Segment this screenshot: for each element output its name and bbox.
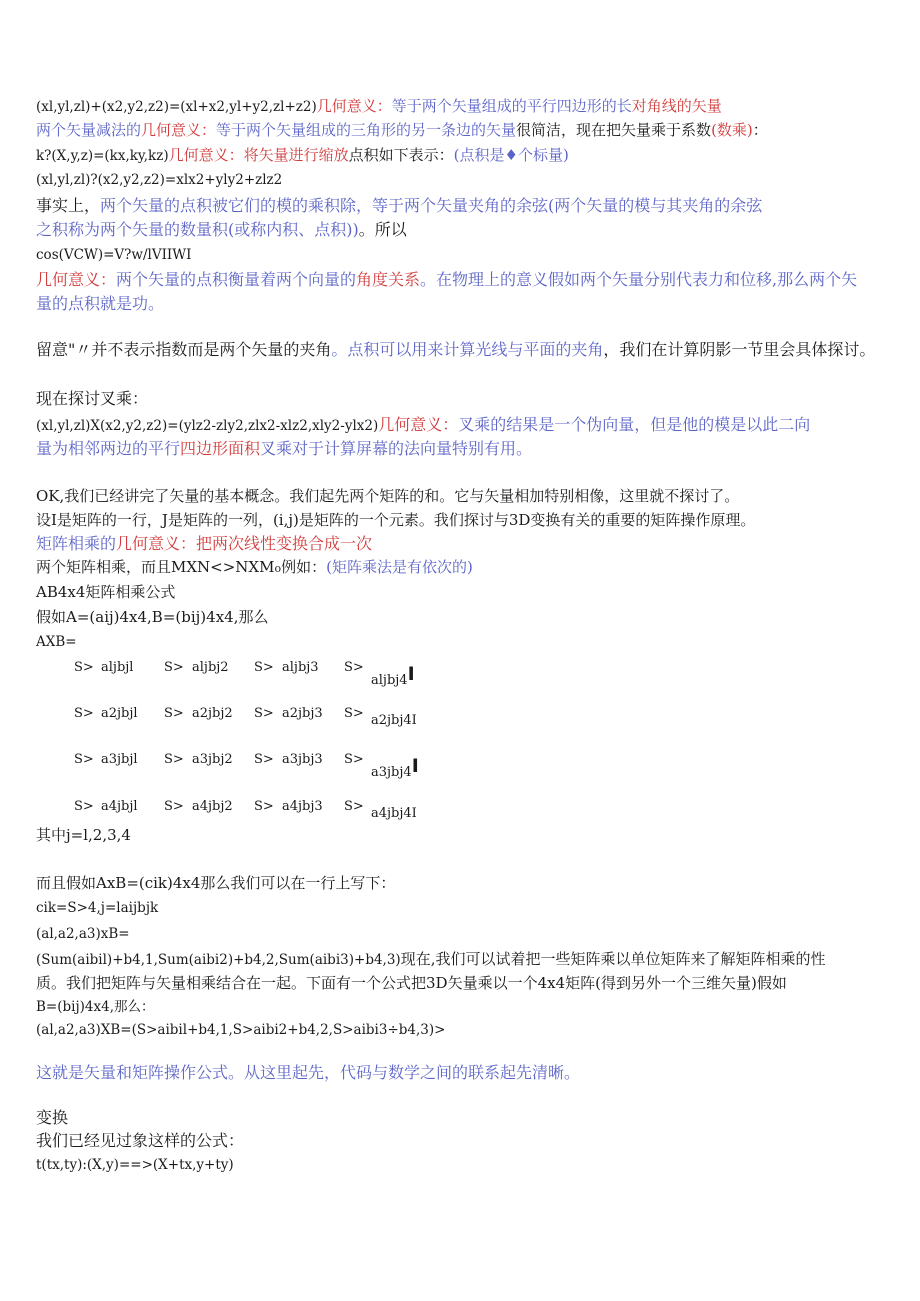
matrix-cell: aljbjl [101,660,134,675]
matrix-cell: a2jbj3 [282,706,323,721]
matrix-intro: OK,我们已经讲完了矢量的基本概念。我们起先两个矩阵的和。它与矢量相加特别相像，这里就不探讨了。 [36,487,740,505]
cik-formula: cik=S>4,j=laijbjk [36,900,159,916]
angle-note: 留意"〃并不表示指数而是两个矢量的夹角。点积可以用来计算光线与平面的夹角，我们在计算阴影一节里会具体探讨。 [36,340,876,359]
matrix-sym: S> [254,706,274,721]
dot-geom-line-1: 几何意义：两个矢量的点积衡量着两个向量的角度关系。在物理上的意义假如两个矢量分别代表力和位移,那么两个矢 [36,270,858,289]
translation-formula: t(tx,ty):(X,y)==>(X+tx,y+ty) [36,1157,234,1173]
dot-product-formula: (xl,yl,zl)?(x2,y2,z2)=xlx2+yly2+zlz2 [36,172,283,188]
matrix-sym: S> [344,752,364,767]
matrix-cell: a3jbjl [101,752,138,767]
matrix-sym: S> [254,752,274,767]
matrix-bracket: I [407,663,415,685]
matrix-element-desc: 设I是矩阵的一行，J是矩阵的一列，(i,j)是矩阵的一个元素。我们探讨与3D变换有关的重要的矩阵操作原理。 [36,511,756,529]
matrix-mult-geom: 矩阵相乘的几何意义：把两次线性变换合成一次 [36,534,373,553]
matrix-cell: a4jbj3 [282,799,323,814]
vector-times-b: (al,a2,a3)xB= [36,926,130,942]
cos-formula: cos(VCW)=V?w/lVIIWI [36,247,192,263]
matrix-sym: S> [164,799,184,814]
sum-formula-line: (Sum(aibil)+b4,1,Sum(aibi2)+b4,2,Sum(aibi3)+b4,3)现在,我们可以试着把一些矩阵乘以单位矩阵来了解矩阵相乘的性 [36,950,826,968]
matrix-cell: aljbj3 [282,660,319,675]
axb-label: AXB= [36,634,77,650]
cross-product-desc: 量为相邻两边的平行四边形面积叉乘对于计算屏幕的法向量特别有用。 [36,439,533,458]
vector-matrix-formula: (al,a2,a3)XB=(S>aibil+b4,1,S>aibi2+b4,2,S>aibi3÷b4,3)> [36,1022,446,1038]
summary-line: 这就是矢量和矩阵操作公式。从这里起先，代码与数学之间的联系起先清晰。 [36,1063,581,1082]
matrix-sym: S> [74,799,94,814]
matrix-formula-title: AB4x4矩阵相乘公式 [36,583,176,601]
dot-geom-line-2: 量的点积就是功。 [36,294,165,313]
matrix-sym: S> [164,752,184,767]
matrix-cell: a3jbj2 [192,752,233,767]
matrix-cell: a4jbj2 [192,799,233,814]
vector-add-line: (xl,yl,zl)+(x2,y2,z2)=(xl+x2,yl+y2,zl+z2)几何意义：等于两个矢量组成的平行四边形的长对角线的矢量 [36,97,722,115]
matrix-sym: S> [344,706,364,721]
matrix-cell: a4jbj4I [371,806,417,821]
transform-heading: 变换 [36,1108,69,1127]
matrix-cell: aljbj4 [371,673,408,688]
matrix-sym: S> [254,660,274,675]
matrix-sym: S> [344,660,364,675]
matrix-cell: aljbj2 [192,660,229,675]
vector-sub-line: 两个矢量减法的几何意义：等于两个矢量组成的三角形的另一条边的矢量很简洁，现在把矢量乘于系数(数乘)： [36,121,768,139]
dot-product-desc-2: 之积称为两个矢量的数量积(或称内积、点积))。所以 [36,220,407,239]
matrix-mult-order: 两个矩阵相乘，而且MXN<>NXMo例如：(矩阵乘法是有依次的) [36,558,473,576]
matrix-sym: S> [74,752,94,767]
matrix-sym: S> [254,799,274,814]
matrix-cell: a2jbj4I [371,713,417,728]
transform-intro: 我们已经见过象这样的公式： [36,1131,245,1150]
matrix-def: 假如A=(aij)4x4,B=(bij)4x4,那么 [36,608,269,626]
matrix-sym: S> [164,660,184,675]
matrix-index-note: 其中j=l,2,3,4 [36,826,131,844]
matrix-vector-desc: 质。我们把矩阵与矢量相乘结合在一起。下面有一个公式把3D矢量乘以一个4x4矩阵(得到另外一个三维矢量)假如 [36,974,787,992]
axb-cik-line: 而且假如AxB=(cik)4x4那么我们可以在一行上写下： [36,874,396,892]
matrix-cell: a3jbj4 [371,765,412,780]
b-def-line: B=(bij)4x4,那么： [36,999,155,1015]
scalar-mult-line: k?(X,y,z)=(kx,ky,kz)几何意义：将矢量进行缩放点积如下表示：(点积是♦个标量) [36,146,569,164]
cross-product-formula: (xl,yl,zl)X(x2,y2,z2)=(ylz2-zly2,zlx2-xlz2,xly2-ylx2)几何意义：叉乘的结果是一个伪向量，但是他的模是以此二向 [36,415,811,434]
matrix-cell: a2jbj2 [192,706,233,721]
matrix-bracket: I [411,755,419,777]
cross-product-heading: 现在探讨叉乘： [36,389,149,408]
matrix-cell: a3jbj3 [282,752,323,767]
matrix-sym: S> [344,799,364,814]
matrix-sym: S> [164,706,184,721]
dot-product-desc-1: 事实上，两个矢量的点积被它们的模的乘积除，等于两个矢量夹角的余弦(两个矢量的模与其夹角的余弦 [36,196,763,215]
matrix-cell: a2jbjl [101,706,138,721]
matrix-cell: a4jbjl [101,799,138,814]
matrix-sym: S> [74,660,94,675]
matrix-sym: S> [74,706,94,721]
